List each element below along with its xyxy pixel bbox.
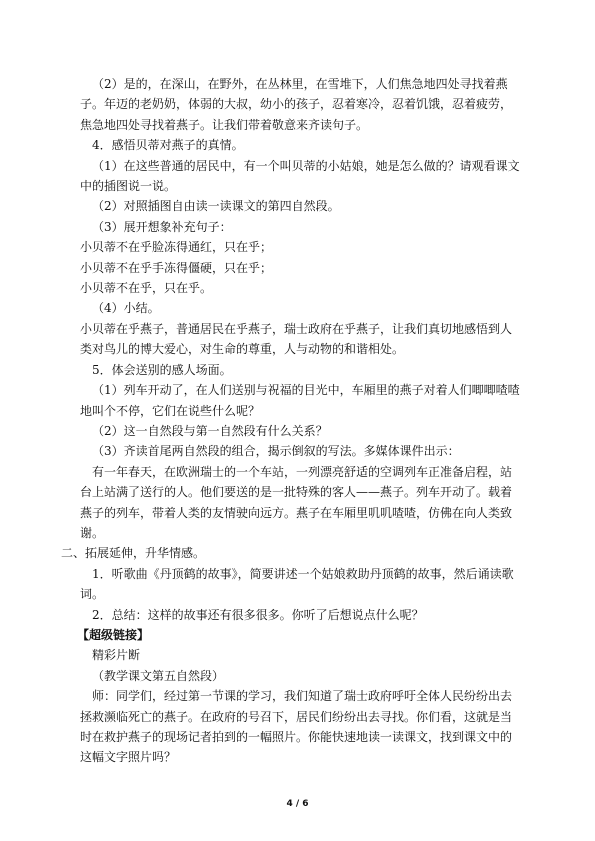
section-heading: 二、拓展延伸，升华情感。 xyxy=(61,546,206,561)
paragraph: （2）是的，在深山，在野外，在丛林里，在雪堆下，人们焦急地四处寻找着燕子。年迈的老奶奶，体弱的大叔，幼小的孩子，忍着寒冷，忍着饥饿，忍着疲劳，焦急地四处寻找着燕子。让我们带着敬意来齐读句子。 xyxy=(80,77,513,132)
paragraph: （2）对照插图自由读一读课文的第四自然段。 xyxy=(92,199,340,214)
paragraph: （3）展开想象补充句子： xyxy=(92,219,232,234)
paragraph: 1．听歌曲《丹顶鹤的故事》，简要讲述一个姑娘救助丹顶鹤的故事，然后诵读歌词。 xyxy=(80,566,514,602)
paragraph: 2．总结：这样的故事还有很多很多。你听了后想说点什么呢？ xyxy=(92,607,424,622)
fill-in-sentence: 小贝蒂不在乎，只在乎。 xyxy=(80,281,213,296)
fill-in-sentence: 小贝蒂不在乎手冻得僵硬，只在乎； xyxy=(80,260,273,275)
super-link-heading: 【超级链接】 xyxy=(77,627,150,642)
fill-in-sentence: 小贝蒂不在乎脸冻得通红，只在乎； xyxy=(80,240,273,255)
paragraph: 师：同学们，经过第一节课的学习，我们知道了瑞士政府呼吁全体人民纷纷出去拯救濒临死亡的燕子。在政府的号召下，居民们纷纷出去寻找。你们看，这就是当时在救护燕子的现场记者拍到的一幅照片。你能快速地读一读课文，找到课文中的这幅文字照片吗？ xyxy=(80,689,513,765)
document-body xyxy=(61,74,520,768)
excerpt-note: （教学课文第五自然段） xyxy=(92,668,225,683)
paragraph: （4）小结。 xyxy=(92,301,160,316)
excerpt-title: 精彩片断 xyxy=(92,648,141,663)
paragraph: （1）在这些普通的居民中，有一个叫贝蒂的小姑娘，她是怎么做的？请观看课文中的插图说一说。 xyxy=(80,158,520,194)
paragraph: （2）这一自然段与第一自然段有什么关系？ xyxy=(92,423,328,438)
summary-paragraph: 小贝蒂在乎燕子，普通居民在乎燕子，瑞士政府在乎燕子，让我们真切地感悟到人类对鸟儿的博大爱心，对生命的尊重，人与动物的和谐相处。 xyxy=(80,321,513,357)
step-heading: 4．感悟贝蒂对燕子的真情。 xyxy=(92,138,244,153)
page-number: 4 / 6 xyxy=(286,799,309,809)
paragraph: （3）齐读首尾两自然段的组合，揭示倒叙的写法。多媒体课件出示： xyxy=(92,444,460,459)
step-heading: 5．体会送别的感人场面。 xyxy=(92,362,232,377)
paragraph: （1）列车开动了，在人们送别与祝福的目光中，车厢里的燕子对着人们唧唧喳喳地叫个不停，它们在说些什么呢？ xyxy=(80,383,520,418)
quoted-text: 有一年春天，在欧洲瑞士的一个车站，一列漂亮舒适的空调列车正准备启程，站台上站满了送行的人。他们要送的是一批特殊的客人——燕子。列车开动了。载着燕子的列车，带着人类的友情驶向远方。燕子在车厢里叽叽喳喳，仿佛在向人类致谢。 xyxy=(80,464,513,540)
